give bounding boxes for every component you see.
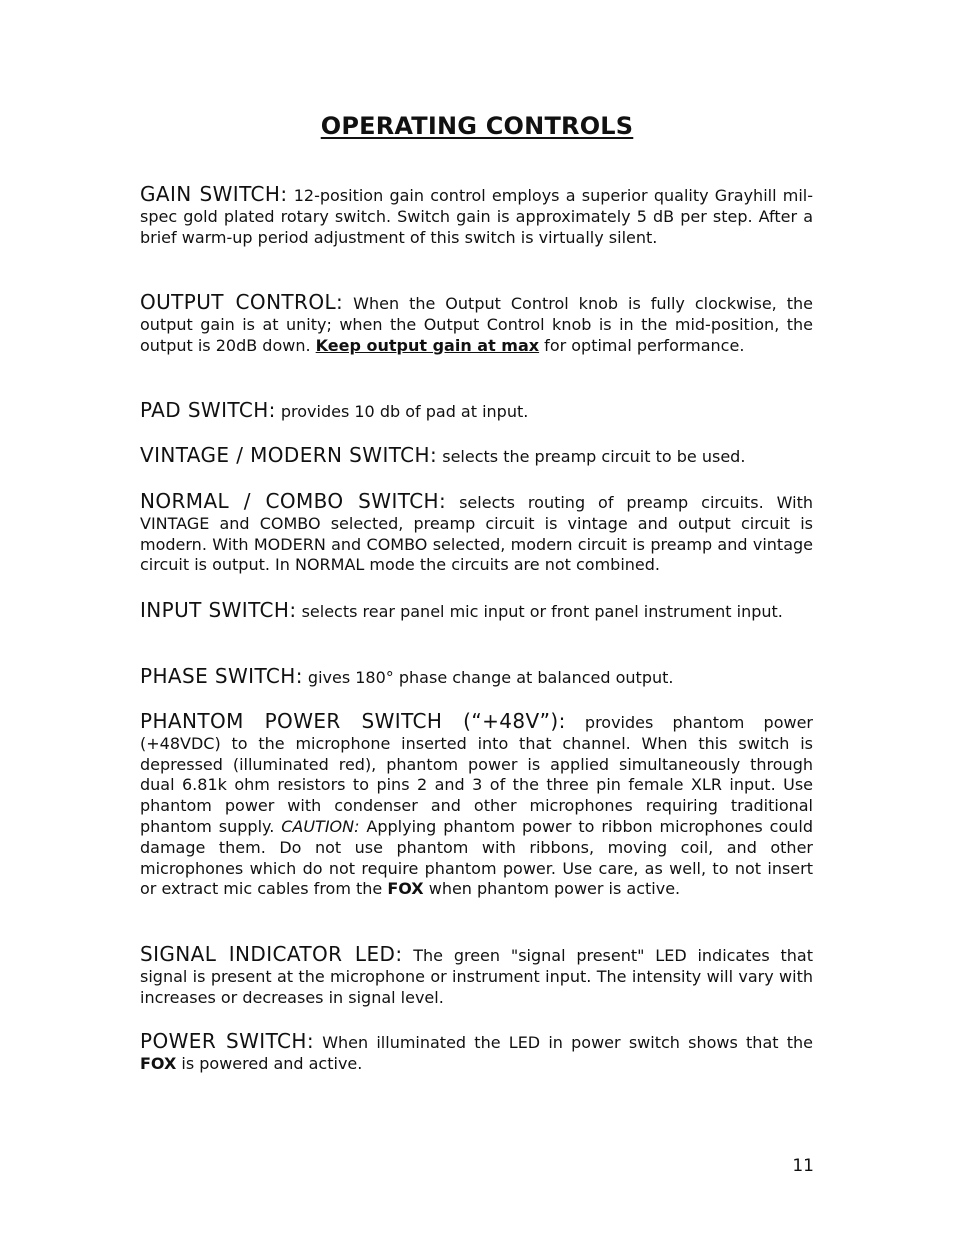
vintage-modern-text: selects the preamp circuit to be used.	[437, 447, 746, 466]
vintage-modern-heading: VINTAGE / MODERN SWITCH:	[140, 443, 438, 467]
page-number: 11	[792, 1156, 814, 1176]
phantom-power-section	[140, 711, 813, 900]
gain-switch-heading: GAIN SWITCH:	[140, 182, 288, 206]
phantom-power-text-b: Applying phantom power to ribbon microphones could damage them. Do not use phantom with ribbons, moving coil, and other microphones which do not require phantom power. Use care, as well, to not insert or extract mic cables from the	[140, 816, 814, 899]
page-title: OPERATING CONTROLS	[320, 112, 634, 140]
phase-switch-section	[140, 666, 813, 689]
power-switch-heading: POWER SWITCH:	[140, 1029, 314, 1053]
phantom-power-brand: FOX	[387, 879, 424, 899]
output-control-emphasis: Keep output gain at max	[315, 335, 540, 355]
input-switch-heading: INPUT SWITCH:	[140, 598, 297, 622]
output-control-heading: OUTPUT CONTROL:	[140, 290, 344, 314]
input-switch-section	[140, 600, 813, 623]
phantom-power-text-c: when phantom power is active.	[423, 879, 681, 899]
phase-switch-heading: PHASE SWITCH:	[140, 664, 303, 688]
pad-switch-heading: PAD SWITCH:	[140, 398, 276, 422]
phantom-power-text-a: provides phantom power (+48VDC) to the microphone inserted into that channel. When this switch is depressed (illuminated red), phantom power is applied simultaneously through dual 6.81k ohm resistors to pins 2 and 3 of the three pin female XLR input. Use phantom power with condenser and other microphones requiring traditional phantom supply.	[140, 713, 814, 836]
signal-led-section	[140, 944, 813, 1008]
signal-led-text: The green "signal present" LED indicates that signal is present at the microphone or instrument input. The intensity will vary with increases or decreases in signal level.	[140, 946, 813, 1007]
gain-switch-section	[140, 184, 813, 248]
power-switch-section	[140, 1031, 813, 1075]
normal-combo-heading: NORMAL / COMBO SWITCH:	[140, 489, 447, 513]
power-switch-text-a: When illuminated the LED in power switch shows that the	[313, 1033, 814, 1052]
gain-switch-text: 12-position gain control employs a superior quality Grayhill mil-spec gold plated rotary switch. Switch gain is approximately 5 dB per step. After a brief warm-up period adjustment of this switch is virtually silent.	[140, 186, 814, 247]
normal-combo-text: selects routing of preamp circuits. With VINTAGE and COMBO selected, preamp circuit is vintage and output circuit is modern. With MODERN and COMBO selected, modern circuit is preamp and vintage circuit is output. In NORMAL mode the circuits are not combined.	[140, 493, 813, 575]
phase-switch-text: gives 180° phase change at balanced output.	[302, 668, 674, 687]
output-control-section	[140, 292, 813, 356]
normal-combo-section	[140, 491, 813, 576]
input-switch-text: selects rear panel mic input or front panel instrument input.	[296, 602, 783, 621]
output-control-text-a: When the Output Control knob is fully clockwise, the output gain is at unity; when the Output Control knob is in the mid-position, the output is 20dB down.	[140, 294, 813, 355]
pad-switch-text: provides 10 db of pad at input.	[275, 402, 529, 421]
signal-led-heading: SIGNAL INDICATOR LED:	[140, 942, 403, 966]
phantom-power-caution: CAUTION:	[281, 816, 360, 836]
pad-switch-section	[140, 400, 813, 423]
phantom-power-heading: PHANTOM POWER SWITCH (“+48V”):	[140, 709, 566, 733]
power-switch-text-b: is powered and active.	[176, 1053, 363, 1073]
power-switch-brand: FOX	[140, 1053, 177, 1073]
output-control-text-b: for optimal performance.	[539, 335, 745, 355]
vintage-modern-section	[140, 445, 813, 468]
